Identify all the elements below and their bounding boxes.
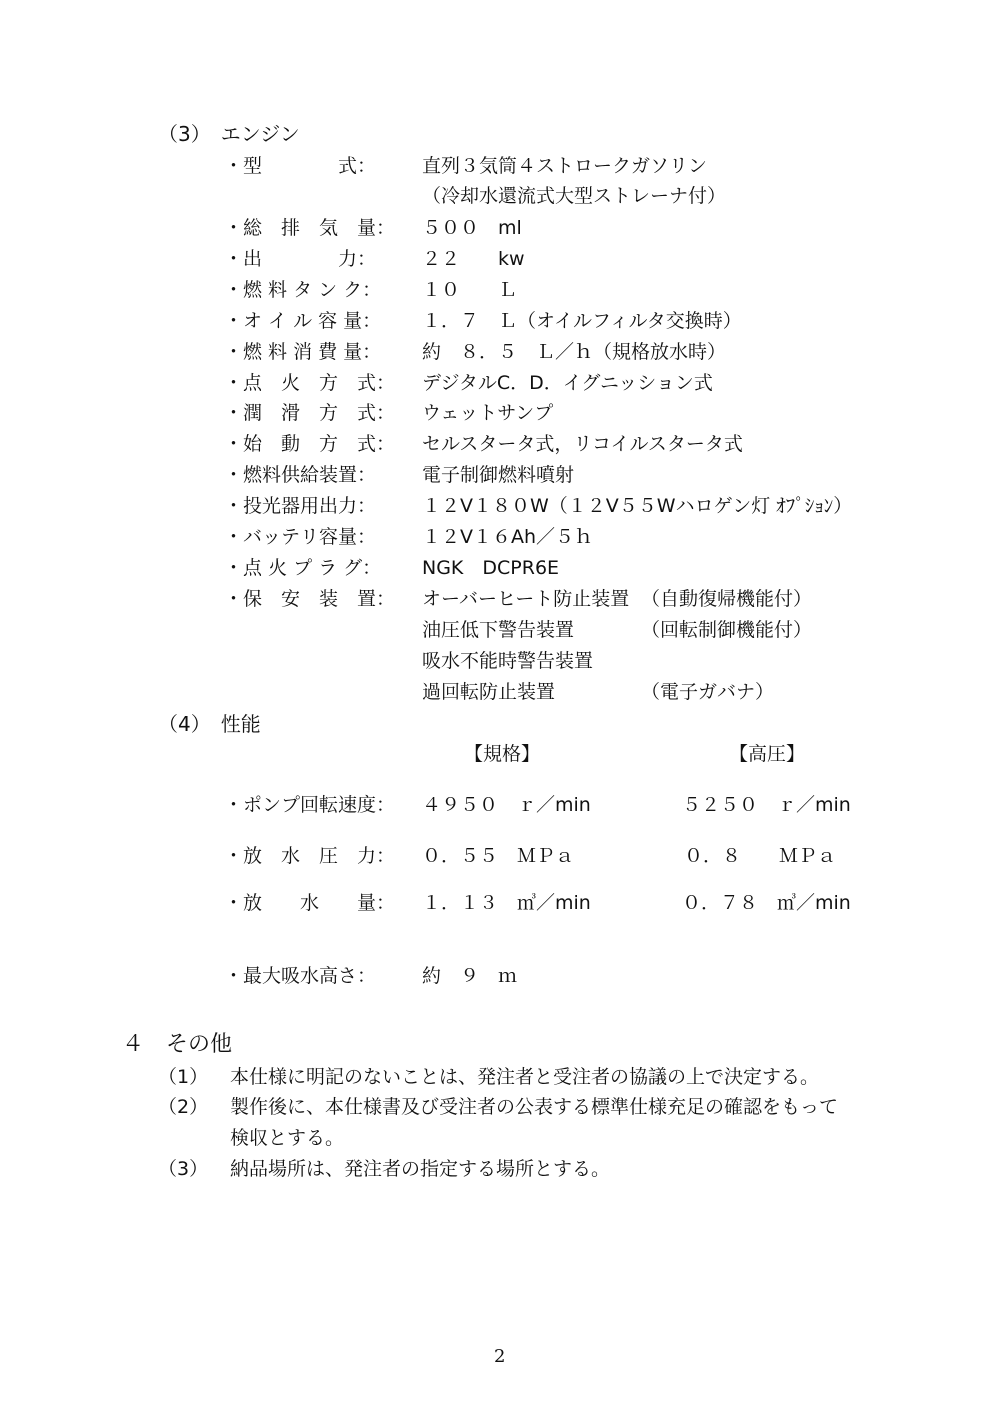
spec-label-starter: ・始 動 方 式： [224,433,396,455]
spec-value-output: ２２ kw [422,248,525,270]
other-item-text: 製作後に、本仕様書及び受注者の公表する標準仕様充足の確認をもって [230,1096,839,1118]
other-item-number: （1） [158,1066,209,1088]
spec-label-ignition: ・点 火 方 式： [224,372,396,394]
perf-label-discharge-volume: ・放 水 量： [224,892,396,914]
spec-value-spark-plug: NGK DCPR6E [422,557,560,579]
column-header-standard: 【規格】 [464,743,541,765]
spec-value-fuel-consumption: 約 ８．５ Ｌ／ｈ（規格放水時） [422,341,727,363]
perf-value-max-suction: 約 ９ ｍ [422,965,518,987]
perf-high-pump-speed: ５２５０ ｒ／min [682,794,851,816]
spec-value-oil-capacity: １．７ Ｌ（オイルフィルタ交換時） [422,310,742,332]
safety-item-name: 油圧低下警告装置 [422,619,575,641]
spec-label-lubrication: ・潤 滑 方 式： [224,402,396,424]
spec-value-fuel-supply: 電子制御燃料噴射 [422,464,575,486]
perf-high-discharge-pressure: ０．８ ＭＰａ [684,845,837,867]
spec-label-type: ・型 式： [224,155,377,177]
safety-item-name: オーバーヒート防止装置 [422,588,630,610]
spec-value-type-note: （冷却水還流式大型ストレーナ付） [422,185,727,207]
spec-label-fuel-consumption: ・燃 料 消 費 量： [224,341,382,363]
perf-high-discharge-volume: ０．７８ ㎥／min [682,892,851,914]
other-item-text: 納品場所は、発注者の指定する場所とする。 [230,1158,611,1180]
spec-value-battery: １２V１６Ah／５ｈ [422,526,594,548]
perf-label-discharge-pressure: ・放 水 圧 力： [224,845,396,867]
spec-label-battery: ・バッテリ容量： [224,526,377,548]
perf-label-pump-speed: ・ポンプ回転速度： [224,794,396,816]
other-item-text: 検収とする。 [230,1127,345,1149]
spec-label-output: ・出 力： [224,248,377,270]
spec-value-ignition: デジタルC．D．イグニッション式 [422,372,713,394]
spec-label-displacement: ・総 排 気 量： [224,217,396,239]
spec-value-starter: セルスタータ式，リコイルスタータ式 [422,433,743,455]
spec-label-floodlight-output: ・投光器用出力： [224,495,377,517]
spec-value-lubrication: ウェットサンプ [422,402,554,424]
page-number: 2 [494,1346,506,1367]
safety-item-note: （電子ガバナ） [641,681,775,703]
other-item-text: 本仕様に明記のないことは、発注者と受注者の協議の上で決定する。 [230,1066,820,1088]
safety-item-note: （自動復帰機能付） [641,588,813,610]
spec-label-fuel-tank: ・燃 料 タ ン ク： [224,279,382,301]
other-heading: ４ その他 [122,1032,233,1057]
perf-standard-discharge-volume: １．１３ ㎥／min [422,892,591,914]
perf-standard-pump-speed: ４９５０ ｒ／min [422,794,591,816]
spec-value-fuel-tank: １０ Ｌ [422,279,518,301]
spec-label-spark-plug: ・点 火 プ ラ グ： [224,557,382,579]
spec-label-oil-capacity: ・オ イ ル 容 量： [224,310,382,332]
performance-heading: （4） 性能 [158,712,261,736]
safety-item-name: 過回転防止装置 [422,681,556,703]
safety-item-name: 吸水不能時警告装置 [422,650,594,672]
spec-value-displacement: ５００ ml [422,217,522,239]
other-item-number: （2） [158,1096,209,1118]
perf-standard-discharge-pressure: ０．５５ ＭＰａ [422,845,575,867]
perf-label-max-suction: ・最大吸水高さ： [224,965,377,987]
spec-label-fuel-supply: ・燃料供給装置： [224,464,377,486]
column-header-high: 【高圧】 [729,743,806,765]
other-item-number: （3） [158,1158,209,1180]
spec-value-floodlight-output: １２V１８０W（１２V５５Wハロゲン灯 ｵﾌﾟｼｮﾝ） [422,495,853,517]
spec-value-type: 直列３気筒４ストロークガソリン [422,155,708,177]
spec-label-safety: ・保 安 装 置： [224,588,396,610]
engine-heading: （3） エンジン [158,122,300,146]
safety-item-note: （回転制御機能付） [641,619,813,641]
